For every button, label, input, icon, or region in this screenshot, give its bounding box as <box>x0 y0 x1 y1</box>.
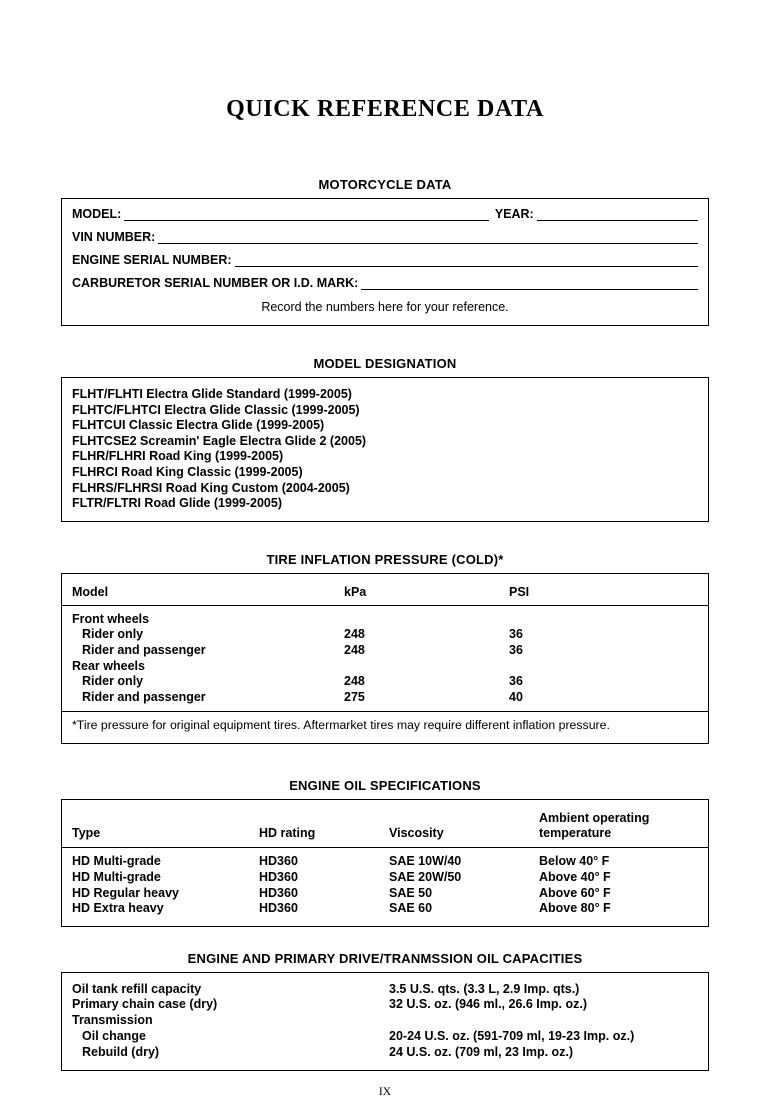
oil-capacities-box <box>61 972 709 1071</box>
table-row <box>72 690 698 706</box>
model-designation-box <box>61 377 709 522</box>
tire-row-kpa: 248 <box>344 674 365 689</box>
capacity-value: 32 U.S. oz. (946 ml., 26.6 Imp. oz.) <box>389 997 587 1012</box>
model-designation-heading: MODEL DESIGNATION <box>313 356 457 371</box>
capacity-value <box>389 1013 698 1029</box>
oil-row-type: HD Multi-grade <box>72 854 161 869</box>
tire-row-kpa: 248 <box>344 627 365 642</box>
model-list-item: FLHRCI Road King Classic (1999-2005) <box>72 464 303 479</box>
table-row <box>72 982 698 998</box>
year-label: YEAR: <box>494 207 534 221</box>
oil-col-hd-rating: HD rating <box>259 826 316 841</box>
record-note: Record the numbers here for your reference. <box>261 300 509 314</box>
table-row <box>72 1029 698 1045</box>
capacity-item: Primary chain case (dry) <box>72 997 218 1012</box>
table-row <box>72 643 698 659</box>
oil-row-hd-rating: HD360 <box>259 885 298 900</box>
engine-serial-row <box>72 254 698 267</box>
engine-oil-box <box>61 799 709 926</box>
tire-pressure-box <box>61 573 709 745</box>
table-row <box>72 612 698 628</box>
tire-row-kpa: 248 <box>344 642 365 657</box>
tire-row-psi: 36 <box>509 674 523 689</box>
tire-row-psi <box>509 612 698 628</box>
model-list-item: FLHRS/FLHRSI Road King Custom (2004-2005) <box>72 480 350 495</box>
model-list-item: FLHT/FLHTI Electra Glide Standard (1999-2005) <box>72 387 352 401</box>
model-year-row <box>72 208 698 221</box>
model-list-item: FLHR/FLHRI Road King (1999-2005) <box>72 449 284 464</box>
oil-col-viscosity: Viscosity <box>389 826 444 841</box>
oil-capacities-heading: ENGINE AND PRIMARY DRIVE/TRANMSSION OIL CAPACITIES <box>187 950 583 966</box>
model-list-item: FLHTC/FLHTCI Electra Glide Classic (1999-2005) <box>72 402 360 417</box>
tire-pressure-footnote: *Tire pressure for original equipment tires. Aftermarket tires may require different inflation pressure. <box>72 718 610 733</box>
motorcycle-data-box <box>61 198 709 326</box>
tire-row-label: Rider only <box>82 674 144 689</box>
engine-oil-section <box>61 778 709 926</box>
oil-col-temperature: Ambient operating temperature <box>539 811 650 841</box>
oil-row-viscosity: SAE 60 <box>389 901 433 916</box>
table-rule <box>62 605 708 606</box>
oil-row-hd-rating: HD360 <box>259 854 298 869</box>
tire-row-kpa <box>344 612 509 628</box>
model-list-item: FLTR/FLTRI Road Glide (1999-2005) <box>72 496 282 511</box>
oil-row-temperature: Above 80° F <box>539 901 611 916</box>
model-blank-line <box>124 208 489 221</box>
engine-serial-label: ENGINE SERIAL NUMBER: <box>72 253 232 267</box>
table-row <box>72 659 698 675</box>
tire-row-label: Rider and passenger <box>82 689 206 704</box>
page-title: QUICK REFERENCE DATA <box>226 96 544 122</box>
oil-row-temperature: Below 40° F <box>539 854 610 869</box>
tire-pressure-section <box>61 552 709 745</box>
capacity-item: Oil change <box>82 1029 146 1044</box>
carburetor-blank-line <box>361 277 698 290</box>
table-row <box>72 997 698 1013</box>
engine-oil-heading: ENGINE OIL SPECIFICATIONS <box>289 778 481 794</box>
engine-serial-blank-line <box>235 254 698 267</box>
vin-label: VIN NUMBER: <box>72 230 156 244</box>
table-row <box>72 1045 698 1061</box>
model-list-item: FLHTCUI Classic Electra Glide (1999-2005) <box>72 418 325 433</box>
oil-row-type: HD Regular heavy <box>72 885 179 900</box>
oil-row-hd-rating: HD360 <box>259 901 298 916</box>
tire-table-header-row <box>72 585 698 599</box>
table-row <box>72 870 698 886</box>
capacity-item: Oil tank refill capacity <box>72 981 202 996</box>
model-designation-section <box>61 356 709 522</box>
tire-col-kpa: kPa <box>344 584 367 599</box>
capacity-value: 20-24 U.S. oz. (591-709 ml, 19-23 Imp. oz.) <box>389 1029 635 1044</box>
oil-table-header-row <box>72 811 698 841</box>
tire-row-label: Rear wheels <box>72 658 145 673</box>
carburetor-label: CARBURETOR SERIAL NUMBER OR I.D. MARK: <box>72 276 359 290</box>
oil-row-viscosity: SAE 10W/40 <box>389 854 462 869</box>
tire-row-kpa <box>344 659 509 675</box>
tire-row-label: Rider only <box>82 627 144 642</box>
tire-row-label: Rider and passenger <box>82 642 206 657</box>
table-row <box>72 627 698 643</box>
year-blank-line <box>537 208 698 221</box>
vin-blank-line <box>158 231 698 244</box>
oil-row-type: HD Extra heavy <box>72 901 164 916</box>
oil-col-type: Type <box>72 826 101 841</box>
oil-row-temperature: Above 60° F <box>539 885 611 900</box>
tire-row-psi <box>509 659 698 675</box>
table-row <box>72 854 698 870</box>
oil-row-viscosity: SAE 50 <box>389 885 433 900</box>
model-label: MODEL: <box>72 207 122 221</box>
tire-row-kpa: 275 <box>344 689 365 704</box>
table-rule <box>62 847 708 848</box>
table-rule <box>62 711 708 712</box>
oil-row-viscosity: SAE 20W/50 <box>389 869 462 884</box>
table-row <box>72 901 698 917</box>
motorcycle-data-heading: MOTORCYCLE DATA <box>318 177 452 192</box>
capacity-value: 24 U.S. oz. (709 ml, 23 Imp. oz.) <box>389 1044 574 1059</box>
tire-row-label: Front wheels <box>72 611 150 626</box>
tire-row-psi: 40 <box>509 689 523 704</box>
vin-row <box>72 231 698 244</box>
capacity-item: Transmission <box>72 1013 153 1028</box>
tire-col-psi: PSI <box>509 584 530 599</box>
tire-row-psi: 36 <box>509 642 523 657</box>
model-list-item: FLHTCSE2 Screamin' Eagle Electra Glide 2 (2005) <box>72 433 367 448</box>
carburetor-row <box>72 277 698 290</box>
tire-row-psi: 36 <box>509 627 523 642</box>
oil-row-hd-rating: HD360 <box>259 869 298 884</box>
capacity-value: 3.5 U.S. qts. (3.3 L, 2.9 Imp. qts.) <box>389 981 580 996</box>
oil-row-type: HD Multi-grade <box>72 869 161 884</box>
oil-capacities-section <box>61 951 709 1071</box>
table-row <box>72 886 698 902</box>
tire-col-model: Model <box>72 584 109 599</box>
tire-pressure-heading: TIRE INFLATION PRESSURE (COLD)* <box>266 551 504 567</box>
table-row <box>72 1013 698 1029</box>
capacity-item: Rebuild (dry) <box>82 1044 160 1059</box>
motorcycle-data-section <box>61 177 709 326</box>
table-row <box>72 674 698 690</box>
oil-row-temperature: Above 40° F <box>539 869 611 884</box>
page-number: IX <box>378 1085 392 1098</box>
